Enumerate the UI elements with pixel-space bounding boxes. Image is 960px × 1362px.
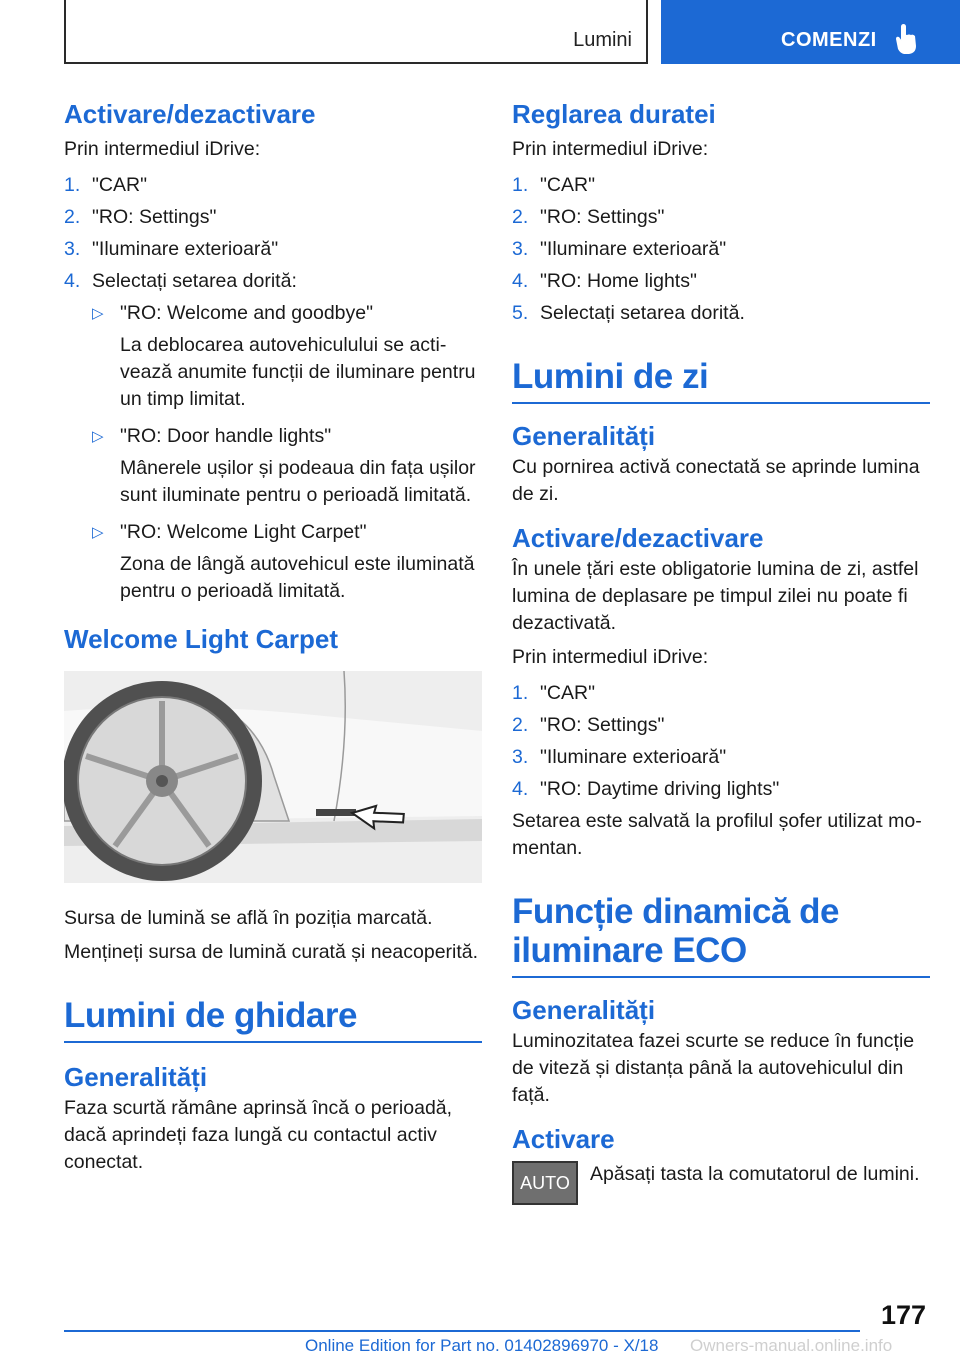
section-heading-welcome-light-carpet: Welcome Light Carpet bbox=[64, 623, 339, 654]
chapter-heading-daytime-lights: Lumini de zi bbox=[512, 357, 930, 404]
step-number: 2. bbox=[64, 205, 81, 228]
step-text: Selectați setarea dorită. bbox=[540, 301, 745, 324]
step-text: "RO: Home lights" bbox=[540, 269, 697, 292]
page-number: 177 bbox=[880, 1300, 926, 1330]
intro-text: Prin intermediul iDrive: bbox=[64, 137, 261, 160]
auto-button-icon: AUTO bbox=[512, 1161, 578, 1205]
subheading-general: Generalități bbox=[512, 420, 656, 451]
step-item bbox=[64, 236, 482, 263]
edition-text: Online Edition for Part no. 01402896970 - X/18 bbox=[305, 1336, 659, 1355]
step-item bbox=[512, 204, 930, 231]
step-text: "RO: Settings" bbox=[540, 205, 665, 228]
header-section-box bbox=[64, 0, 648, 64]
auto-key-row bbox=[512, 1161, 930, 1205]
step-item bbox=[512, 712, 930, 739]
chapter-heading-eco-lighting: Funcție dinamică de iluminare ECO bbox=[512, 892, 930, 978]
regulation-text: În unele țări este obligatorie lumina de zi, astfel lumina de deplasare pe timpul zilei nu poate fi dezactivată. bbox=[512, 557, 919, 634]
left-column bbox=[64, 98, 482, 1176]
step-item bbox=[512, 744, 930, 771]
tab-label: COMENZI bbox=[781, 29, 877, 51]
car-wheel-drawing bbox=[64, 671, 482, 883]
section-heading-duration: Reglarea duratei bbox=[512, 99, 716, 129]
auto-instruction: Apăsați tasta la comutatorul de lumini. bbox=[590, 1162, 920, 1185]
triangle-bullet-icon: ▷ bbox=[92, 304, 104, 322]
step-number: 4. bbox=[512, 269, 529, 292]
step-number: 3. bbox=[512, 237, 529, 260]
option-list bbox=[92, 300, 482, 605]
step-list bbox=[512, 172, 930, 327]
step-text: "Iluminare exterioară" bbox=[540, 745, 727, 768]
step-text: "CAR" bbox=[540, 681, 596, 704]
option-description: Zona de lângă autovehicul este iluminată pentru o perioadă limitată. bbox=[120, 552, 475, 602]
cleanliness-text: Mențineți sursa de lumină curată și neacoperită. bbox=[64, 940, 479, 963]
step-number: 2. bbox=[512, 205, 529, 228]
profile-note: Setarea este salvată la profilul șofer utilizat momentan. bbox=[512, 809, 922, 859]
step-text: "CAR" bbox=[92, 173, 148, 196]
step-text: "RO: Daytime driving lights" bbox=[540, 777, 780, 800]
step-number: 1. bbox=[64, 173, 81, 196]
step-item bbox=[512, 236, 930, 263]
step-text: "Iluminare exterioară" bbox=[540, 237, 727, 260]
step-item bbox=[512, 680, 930, 707]
option-item bbox=[92, 300, 482, 413]
section-heading-activation: Activare/dezactivare bbox=[64, 99, 316, 129]
subheading-activation: Activare bbox=[512, 1123, 615, 1154]
intro-text: Prin intermediul iDrive: bbox=[512, 137, 709, 160]
step-number: 1. bbox=[512, 173, 529, 196]
option-title: "RO: Welcome and goodbye" bbox=[120, 301, 374, 324]
step-number: 4. bbox=[512, 777, 529, 800]
car-wheel-illustration bbox=[64, 671, 482, 883]
step-number: 3. bbox=[512, 745, 529, 768]
option-item bbox=[92, 519, 482, 605]
watermark-text: Owners-manual.online.info bbox=[690, 1336, 893, 1355]
option-item bbox=[92, 423, 482, 509]
chapter-heading-guide-lights: Lumini de ghidare bbox=[64, 996, 482, 1043]
triangle-bullet-icon: ▷ bbox=[92, 523, 104, 541]
subheading-general: Generalități bbox=[64, 1061, 208, 1092]
hand-pointer-icon bbox=[893, 22, 919, 56]
step-number: 1. bbox=[512, 681, 529, 704]
step-number: 5. bbox=[512, 301, 529, 324]
location-text: Sursa de lumină se află în poziția marcată. bbox=[64, 906, 433, 929]
general-text: Luminozitatea fazei scurte se reduce în funcție de viteză și distanța până la autovehiculul din față. bbox=[512, 1029, 915, 1106]
option-description: Mânerele ușilor și podeaua din fața ușilor sunt iluminate pentru o perioadă limitată. bbox=[120, 456, 476, 506]
step-number: 2. bbox=[512, 713, 529, 736]
option-title: "RO: Door handle lights" bbox=[120, 424, 332, 447]
step-text: "RO: Settings" bbox=[92, 205, 217, 228]
step-number: 3. bbox=[64, 237, 81, 260]
general-text: Faza scurtă rămâne aprinsă încă o perioadă, dacă aprindeți faza lungă cu contactul activ conectat. bbox=[64, 1096, 453, 1173]
step-list bbox=[512, 680, 930, 803]
step-list bbox=[64, 172, 482, 605]
triangle-bullet-icon: ▷ bbox=[92, 427, 104, 445]
step-item bbox=[64, 204, 482, 231]
footer-divider bbox=[64, 1330, 860, 1332]
intro-text: Prin intermediul iDrive: bbox=[512, 645, 709, 668]
right-column bbox=[512, 98, 930, 1205]
step-number: 4. bbox=[64, 269, 81, 292]
section-title: Lumini bbox=[573, 29, 632, 51]
step-item bbox=[512, 268, 930, 295]
step-text: "Iluminare exterioară" bbox=[92, 237, 279, 260]
option-description: La deblocarea autovehiculului se activează anumite funcții de iluminare pentru un timp limitat. bbox=[120, 333, 476, 410]
step-item bbox=[512, 300, 930, 327]
option-title: "RO: Welcome Light Carpet" bbox=[120, 520, 367, 543]
subheading-general: Generalități bbox=[512, 994, 656, 1025]
step-text: Selectați setarea dorită: bbox=[92, 269, 297, 292]
step-item bbox=[64, 268, 482, 605]
step-item bbox=[512, 172, 930, 199]
step-item bbox=[64, 172, 482, 199]
step-text: "RO: Settings" bbox=[540, 713, 665, 736]
subheading-activation: Activare/dezactivare bbox=[512, 522, 764, 553]
header-tab[interactable] bbox=[661, 0, 960, 64]
step-text: "CAR" bbox=[540, 173, 596, 196]
general-text: Cu pornirea activă conectată se aprinde lumina de zi. bbox=[512, 455, 920, 505]
step-item bbox=[512, 776, 930, 803]
